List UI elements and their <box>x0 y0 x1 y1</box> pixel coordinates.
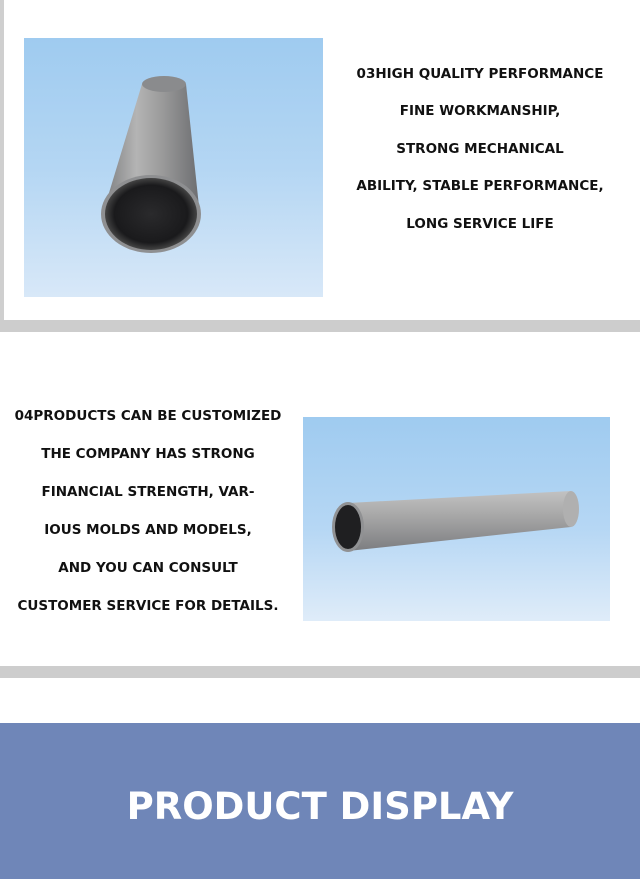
customization-line: THE COMPANY HAS STRONG <box>41 446 255 462</box>
customization-line: AND YOU CAN CONSULT <box>58 560 238 576</box>
quality-heading: 03HIGH QUALITY PERFORMANCE <box>356 66 604 82</box>
steel-tube-photo-vertical <box>24 38 323 297</box>
customization-line: CUSTOMER SERVICE FOR DETAILS. <box>17 598 279 614</box>
spacer <box>0 678 640 723</box>
quality-line: ABILITY, STABLE PERFORMANCE, <box>356 178 604 194</box>
section-divider <box>0 320 640 332</box>
product-display-banner <box>0 723 640 879</box>
steel-tube-photo-horizontal <box>303 417 610 621</box>
customization-heading: 04PRODUCTS CAN BE CUSTOMIZED <box>14 408 282 424</box>
section-divider <box>0 666 640 678</box>
quality-line: LONG SERVICE LIFE <box>406 216 554 232</box>
quality-line: STRONG MECHANICAL <box>396 141 564 157</box>
customization-line: FINANCIAL STRENGTH, VAR- <box>41 484 255 500</box>
customization-line: IOUS MOLDS AND MODELS, <box>44 522 252 538</box>
quality-line: FINE WORKMANSHIP, <box>399 103 561 119</box>
banner-title: PRODUCT DISPLAY <box>126 785 514 828</box>
